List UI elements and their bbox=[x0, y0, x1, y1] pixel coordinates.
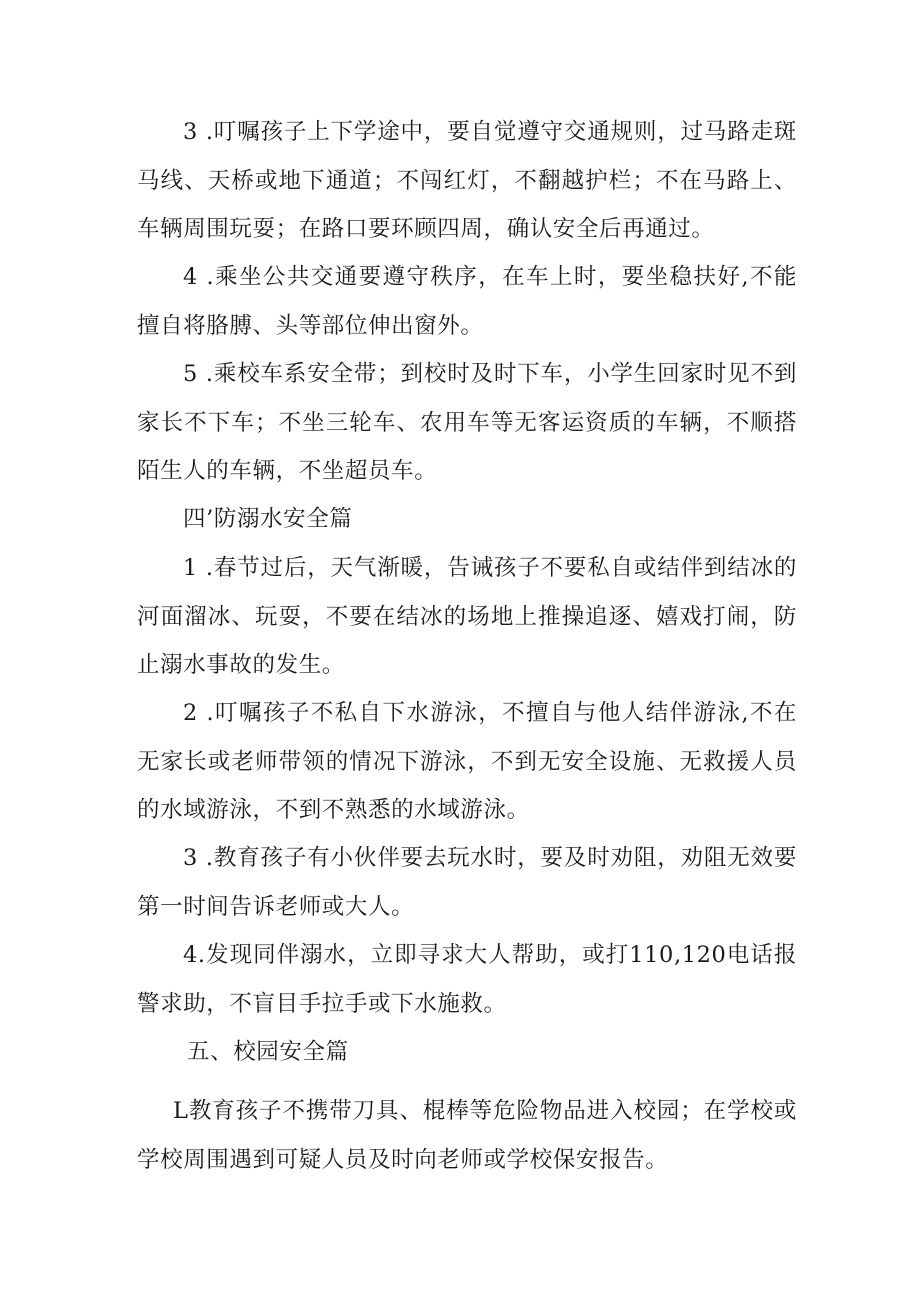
paragraph-dangerous-items: L教育孩子不携带刀具、棍棒等危险物品进入校园；在学校或学校周围遇到可疑人员及时向老师或学校保安报告。 bbox=[137, 1098, 797, 1173]
paragraph-traffic-rules: 3 .叮嘱孩子上下学途中，要自觉遵守交通规则，过马路走斑马线、天桥或地下通道；不闯红灯，不翻越护栏；不在马路上、车辆周围玩耍；在路口要环顾四周，确认安全后再通过。 bbox=[137, 119, 797, 242]
paragraph-public-transport: 4 .乘坐公共交通要遵守秩序，在车上时，要坐稳扶好,不能擅自将胳膊、头等部位伸出窗外。 bbox=[137, 264, 797, 339]
section-heading-campus-safety: 五、校园安全篇 bbox=[187, 1039, 349, 1065]
paragraph-discourage-playing-water: 3 .教育孩子有小伙伴要去玩水时，要及时劝阻，劝阻无效要第一时间告诉老师或大人。 bbox=[137, 845, 797, 920]
paragraph-ice-safety: 1 .春节过后，天气渐暖，告诫孩子不要私自或结伴到结冰的河面溜冰、玩耍，不要在结冰的场地上推操追逐、嬉戏打闹，防止溺水事故的发生。 bbox=[137, 555, 797, 678]
section-heading-drowning-prevention: 四’防溺水安全篇 bbox=[183, 506, 353, 532]
paragraph-swimming-rules: 2 .叮嘱孩子不私自下水游泳，不擅自与他人结伴游泳,不在无家长或老师带领的情况下游泳，不到无安全设施、无救援人员的水域游泳，不到不熟悉的水域游泳。 bbox=[137, 700, 797, 823]
paragraph-school-bus: 5 .乘校车系安全带；到校时及时下车，小学生回家时见不到家长不下车；不坐三轮车、农用车等无客运资质的车辆，不顺搭陌生人的车辆，不坐超员车。 bbox=[137, 361, 797, 484]
paragraph-rescue-help: 4.发现同伴溺水，立即寻求大人帮助，或打110,120电话报警求助，不盲目手拉手或下水施救。 bbox=[137, 942, 797, 1017]
